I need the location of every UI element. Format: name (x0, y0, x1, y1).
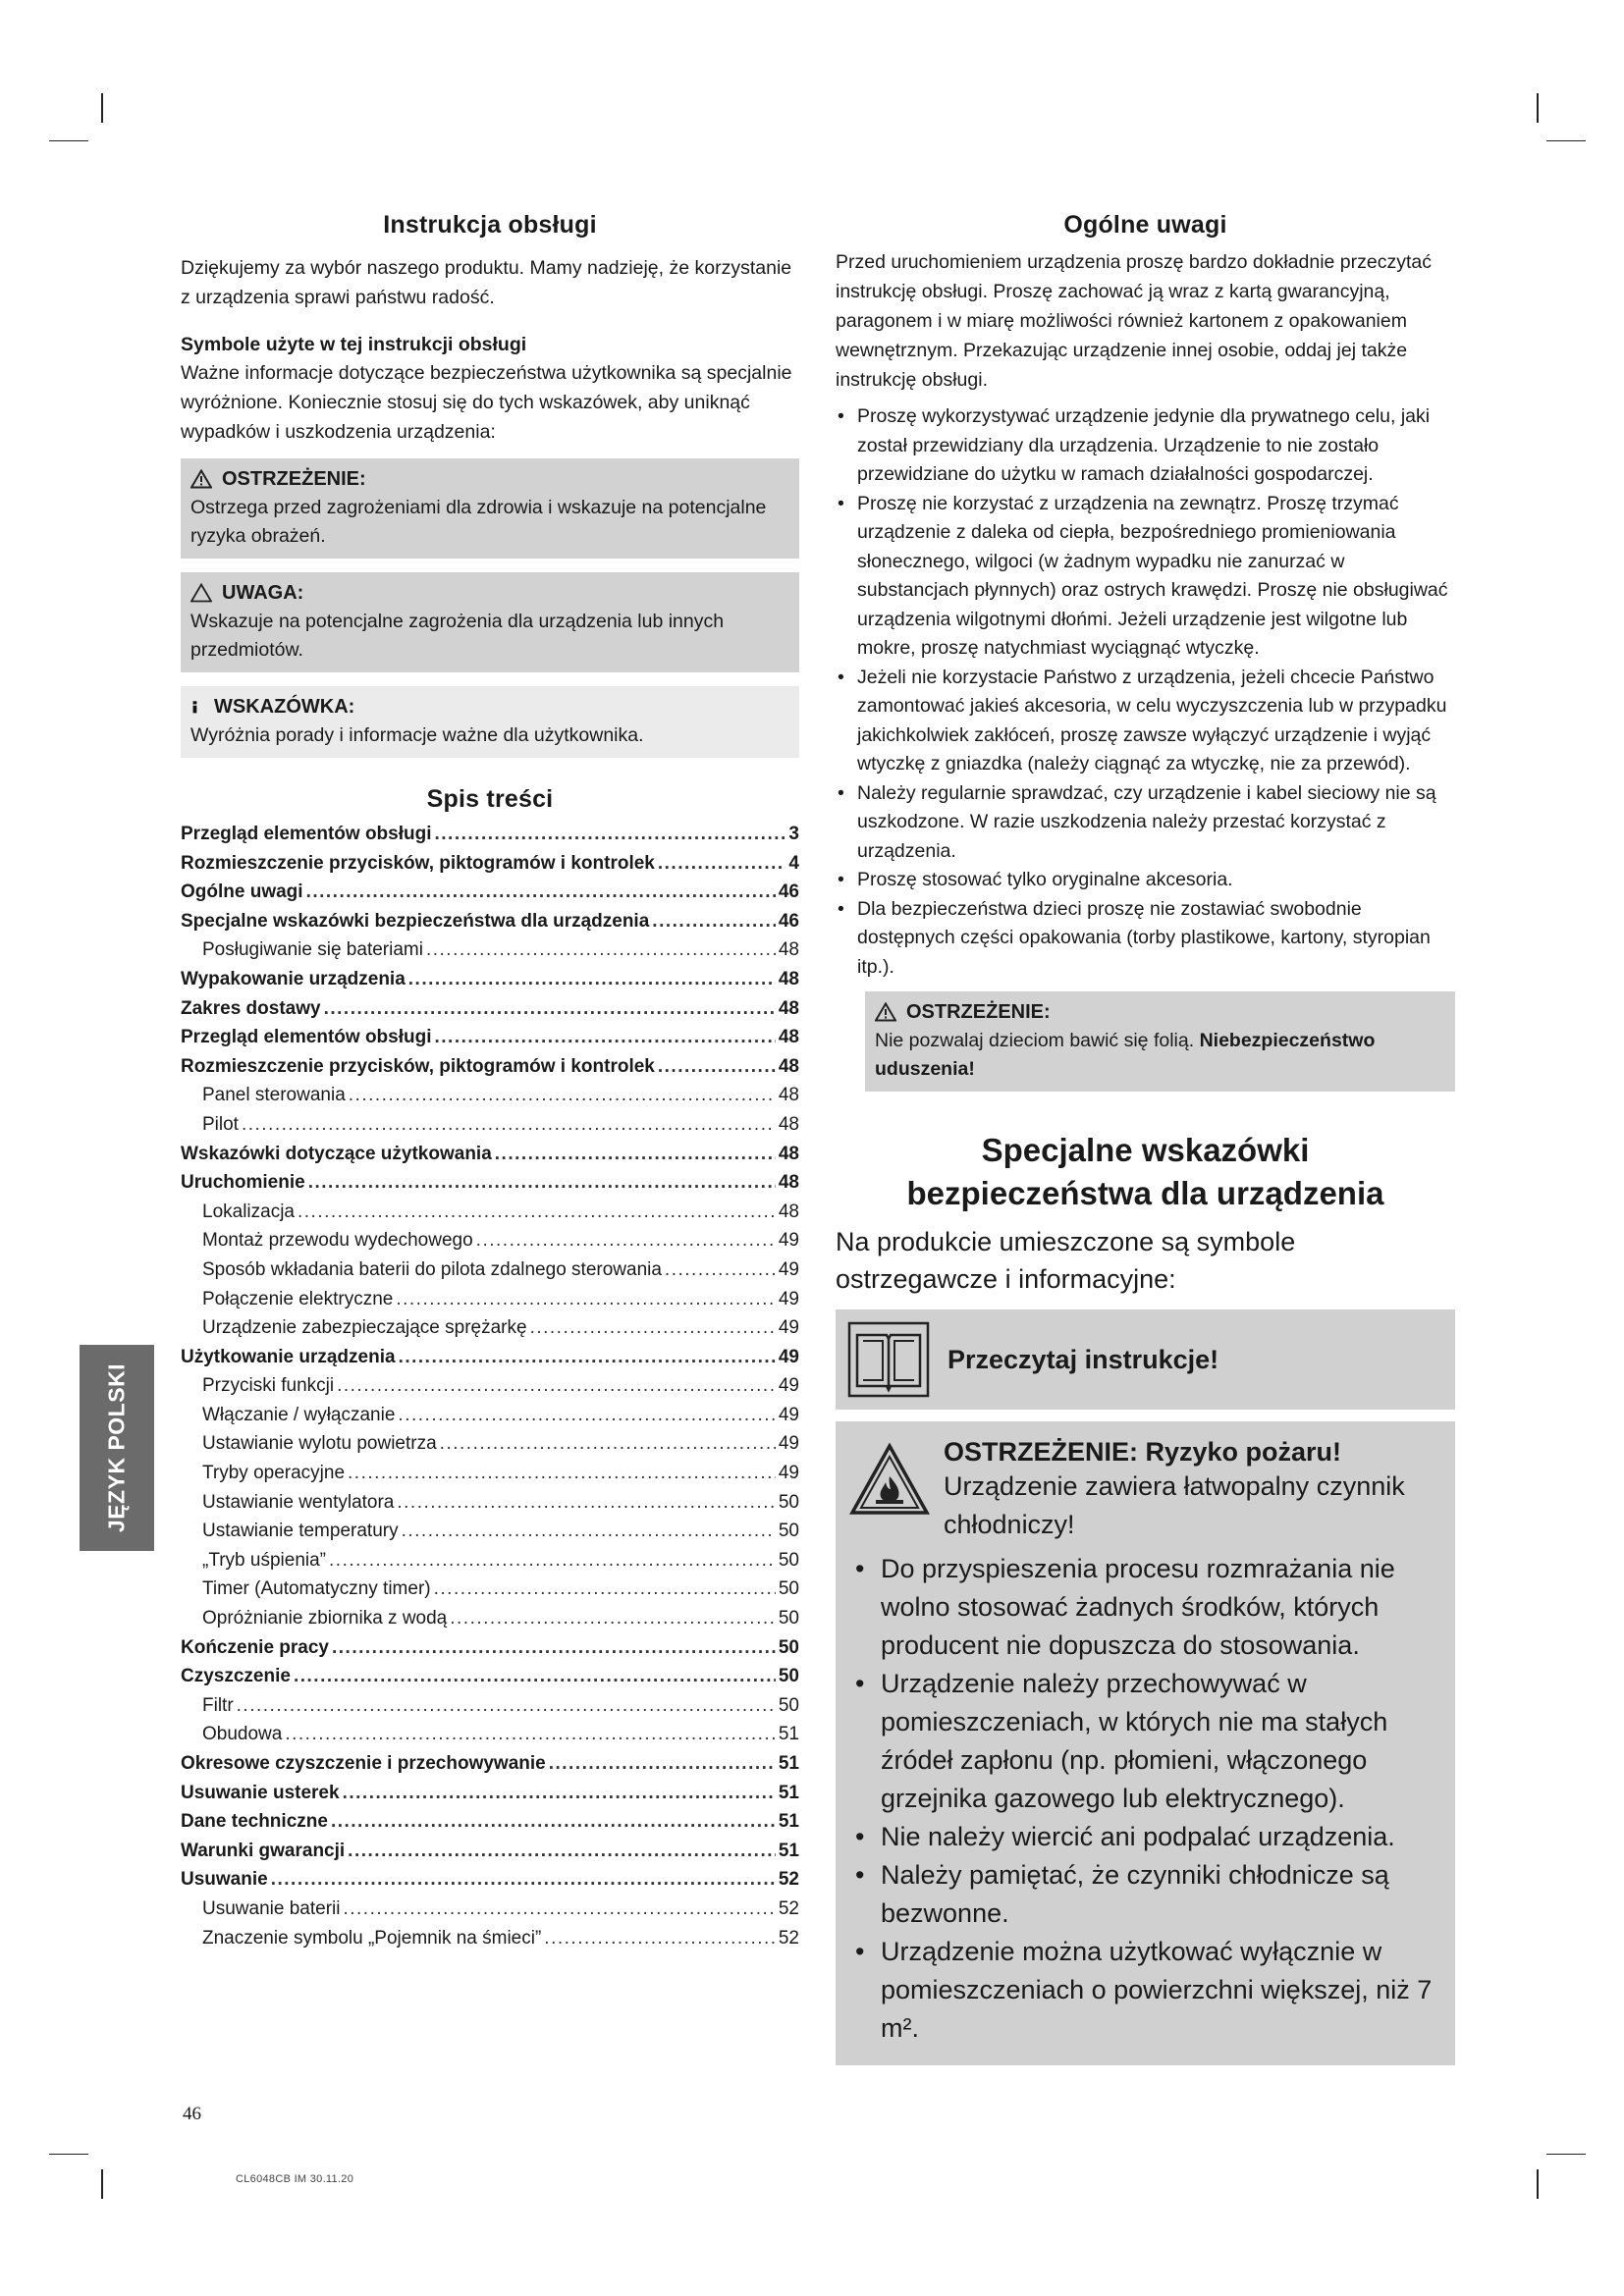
toc-leader-dots (530, 1313, 776, 1343)
info-icon (190, 697, 204, 717)
toc-entry-title: Posługiwanie się bateriami (202, 939, 423, 961)
toc-entry-title: Uruchomienie (181, 1172, 305, 1194)
toc-entry (181, 1488, 799, 1518)
toc-entry-page: 48 (778, 1055, 799, 1077)
toc-entry-title: Ustawianie wentylatora (202, 1491, 395, 1513)
toc-entry-page: 50 (778, 1608, 799, 1629)
language-tab (80, 1345, 154, 1551)
toc-entry-title: Połączenie elektryczne (202, 1288, 394, 1309)
toc-entry-page: 50 (778, 1491, 799, 1513)
general-note-item: • Proszę nie korzystać z urządzenia na zewnątrz. Proszę trzymać urządzenie z daleka od ciepła, bezpośredniego promieniowania słonecznego, wilgoci (w żadnym wypadku nie zanurzać w substancjach płynnych) oraz ostrych krawędzi. Proszę nie obsługiwać urządzenia wilgotnymi dłońmi. Jeżeli urządzenie jest wilgotne lub mokre, proszę natychmiast wyciągnąć wtyczkę. (836, 490, 1455, 664)
toc-leader-dots (306, 878, 776, 907)
toc-entry-page: 51 (778, 1724, 799, 1745)
toc-leader-dots (398, 1401, 775, 1430)
toc-entry-title: Przegląd elementów obsługi (181, 824, 432, 844)
toc-entry (181, 1371, 799, 1401)
toc-entry (181, 965, 799, 994)
toc-leader-dots (337, 1371, 776, 1401)
toc-entry (181, 907, 799, 936)
toc-leader-dots (658, 1052, 776, 1082)
toc-leader-dots (408, 965, 776, 994)
section-title-instructions: Instrukcja obsługi (383, 211, 597, 239)
toc-entry (181, 1285, 799, 1314)
toc-entry-page: 50 (778, 1549, 799, 1571)
toc-entry-page: 3 (788, 824, 799, 844)
toc-entry-page: 50 (778, 1636, 799, 1658)
toc-entry (181, 1459, 799, 1488)
toc-leader-dots (348, 1837, 776, 1866)
toc-entry-title: Włączanie / wyłączanie (202, 1404, 396, 1425)
toc-entry (181, 1895, 799, 1924)
general-note-item: • Proszę wykorzystywać urządzenie jedynie dla prywatnego celu, jaki został przewidziany dla urządzenia. Urządzenie to nie zostało przewidziane do użytku w ramach działalności gospodarczej. (836, 402, 1455, 490)
crop-mark (1546, 140, 1586, 141)
fire-warning-text: Urządzenie zawiera łatwopalny czynnik chłodniczy! (944, 1471, 1405, 1539)
fire-warning-item: • Do przyspieszenia procesu rozmrażania nie wolno stosować żadnych środków, których producent nie dopuszcza do stosowania. (849, 1550, 1441, 1665)
toc-leader-dots (242, 1110, 776, 1140)
caution-triangle-icon (190, 583, 212, 603)
toc-entry (181, 820, 799, 849)
toc-entry-page: 49 (778, 1288, 799, 1309)
toc-entry (181, 1546, 799, 1575)
crop-mark (1537, 2169, 1539, 2199)
toc-entry-title: Urządzenie zabezpieczające sprężarkę (202, 1317, 527, 1339)
warning-triangle-icon (190, 469, 212, 489)
toc-entry-page: 50 (778, 1521, 799, 1542)
toc-entry-page: 49 (778, 1375, 799, 1397)
toc-entry-page: 48 (778, 1113, 799, 1135)
toc-leader-dots (324, 994, 776, 1024)
warning-box (181, 458, 799, 559)
toc-entry-page: 51 (778, 1753, 799, 1774)
crop-mark (49, 2154, 88, 2155)
toc-entry-title: Wypakowanie urządzenia (181, 968, 406, 989)
toc-leader-dots (348, 1459, 776, 1488)
crop-mark (1546, 2154, 1586, 2155)
toc-title: Spis treści (426, 785, 554, 813)
toc-entry (181, 1140, 799, 1169)
toc-entry-page: 49 (778, 1258, 799, 1280)
warning-text: Ostrzega przed zagrożeniami dla zdrowia i wskazuje na potencjalne ryzyka obrażeń. (190, 497, 767, 547)
fire-warning-item: • Należy pamiętać, że czynniki chłodnicze są bezwonne. (849, 1856, 1441, 1933)
toc-entry (181, 1517, 799, 1546)
toc-entry (181, 1343, 799, 1372)
intro-text: Dziękujemy za wybór naszego produktu. Mamy nadzieję, że korzystanie z urządzenia sprawi państwu radość. (181, 257, 792, 308)
fire-warning-box (836, 1421, 1455, 2065)
left-column (181, 211, 799, 1952)
toc-entry (181, 1865, 799, 1895)
toc-entry-title: Rozmieszczenie przycisków, piktogramów i kontrolek (181, 1055, 655, 1077)
warning-title: OSTRZEŻENIE: (222, 468, 366, 490)
toc-entry (181, 1313, 799, 1343)
toc-leader-dots (285, 1720, 776, 1749)
toc-leader-dots (331, 1807, 776, 1837)
crop-mark (1537, 93, 1539, 123)
toc-entry-page: 48 (778, 939, 799, 961)
fire-warning-item: • Urządzenie można użytkować wyłącznie w pomieszczeniach o powierzchni większej, niż 7 m². (849, 1933, 1441, 2048)
note-title: WSKAZÓWKA: (214, 696, 355, 718)
toc-entry-page: 48 (778, 968, 799, 989)
toc-entry-title: Specjalne wskazówki bezpieczeństwa dla urządzenia (181, 910, 650, 932)
toc-leader-dots (435, 820, 786, 849)
toc-entry (181, 1691, 799, 1721)
toc-leader-dots (402, 1517, 776, 1546)
toc-entry-title: Warunki gwarancji (181, 1840, 346, 1861)
toc-entry (181, 1924, 799, 1953)
toc-entry-title: Usuwanie (181, 1869, 268, 1891)
toc-entry-title: Timer (Automatyczny timer) (202, 1578, 431, 1600)
toc-entry-title: Rozmieszczenie przycisków, piktogramów i kontrolek (181, 852, 655, 874)
toc-leader-dots (349, 1081, 776, 1110)
toc-leader-dots (237, 1691, 776, 1721)
caution-text: Wskazuje na potencjalne zagrożenia dla urządzenia lub innych przedmiotów. (190, 611, 725, 661)
toc-entry-title: Montaż przewodu wydechowego (202, 1230, 473, 1252)
toc-entry-page: 51 (778, 1811, 799, 1833)
toc-entry (181, 1023, 799, 1052)
toc-entry-title: Panel sterowania (202, 1085, 346, 1106)
toc-entry-title: Czyszczenie (181, 1666, 291, 1687)
toc-leader-dots (396, 1285, 776, 1314)
caution-box (181, 572, 799, 672)
toc-entry-title: Użytkowanie urządzenia (181, 1346, 396, 1367)
toc-leader-dots (476, 1226, 776, 1255)
fire-warning-item: • Urządzenie należy przechowywać w pomieszczeniach, w których nie ma stałych źródeł zapłonu (np. płomieni, włączonego grzejnika gazowego lub elektrycznego). (849, 1665, 1441, 1818)
symbols-heading: Symbole użyte w tej instrukcji obsługi (181, 334, 527, 355)
toc-entry-page: 49 (778, 1317, 799, 1339)
toc-entry-page: 50 (778, 1578, 799, 1600)
toc-entry (181, 1401, 799, 1430)
toc-entry (181, 1749, 799, 1779)
toc-leader-dots (399, 1343, 776, 1372)
crop-mark (49, 140, 88, 141)
toc-entry-page: 49 (778, 1463, 799, 1484)
child-warning-box (865, 991, 1455, 1092)
general-notes-list (836, 402, 1455, 982)
toc-leader-dots (450, 1604, 776, 1633)
general-intro: Przed uruchomieniem urządzenia proszę bardzo dokładnie przeczytać instrukcję obsługi. Proszę zachować ją wraz z kartą gwarancyjną, paragonem i w miarę możliwości również kartonem z opakowaniem wewnętrznym. Przekazując urządzenie innej osobie, oddaj jej także instrukcję obsługi. (836, 251, 1432, 391)
toc-entry-title: Wskazówki dotyczące użytkowania (181, 1143, 492, 1164)
crop-mark (101, 2169, 103, 2199)
toc-entry (181, 1837, 799, 1866)
toc-entry-title: Okresowe czyszczenie i przechowywanie (181, 1753, 546, 1774)
note-box (181, 686, 799, 758)
toc-entry-title: Filtr (202, 1694, 234, 1716)
toc-entry-title: Pilot (202, 1113, 239, 1135)
toc-leader-dots (665, 1255, 776, 1285)
toc-entry (181, 1807, 799, 1837)
toc-leader-dots (308, 1168, 776, 1198)
toc-entry-page: 46 (778, 881, 799, 903)
toc-entry-title: Znaczenie symbolu „Pojemnik na śmieci” (202, 1927, 542, 1949)
footer-code: CL6048CB IM 30.11.20 (236, 2173, 354, 2185)
toc-leader-dots (435, 1023, 776, 1052)
toc-leader-dots (426, 935, 776, 965)
toc-entry (181, 1081, 799, 1110)
toc-entry-page: 4 (788, 852, 799, 874)
toc-entry-page: 49 (778, 1433, 799, 1455)
toc-entry-title: Ogólne uwagi (181, 881, 303, 903)
toc-entry-page: 49 (778, 1346, 799, 1367)
safety-intro: Na produkcie umieszczone są symbole ostrzegawcze i informacyjne: (836, 1227, 1296, 1294)
toc-entry-page: 49 (778, 1230, 799, 1252)
toc-entry (181, 1779, 799, 1808)
toc-leader-dots (271, 1865, 776, 1895)
toc-entry-title: Dane techniczne (181, 1811, 328, 1833)
toc-entry (181, 1110, 799, 1140)
flammable-warning-icon (849, 1443, 930, 1516)
general-note-item: • Należy regularnie sprawdzać, czy urządzenie i kabel sieciowy nie są uszkodzone. W razie uszkodzenia należy przestać korzystać z urządzenia. (836, 779, 1455, 867)
toc-entry-title: Lokalizacja (202, 1201, 295, 1222)
toc-entry-title: Sposób wkładania baterii do pilota zdalnego sterowania (202, 1258, 662, 1280)
toc-leader-dots (298, 1198, 776, 1227)
general-note-item: • Jeżeli nie korzystacie Państwo z urządzenia, jeżeli chcecie Państwo zamontować jakieś akcesoria, w celu wyczyszczenia lub w przypadku jakichkolwiek zakłóceń, proszę zawsze wyłączyć urządzenie i wyjąć wtyczkę z gniazdka (należy ciągnąć za wtyczkę, nie za przewód). (836, 664, 1455, 779)
toc-entry-page: 50 (778, 1666, 799, 1687)
safety-title: Specjalne wskazówki bezpieczeństwa dla urządzenia (906, 1132, 1384, 1211)
child-warning-title: OSTRZEŻENIE: (906, 1001, 1051, 1023)
crop-mark (101, 93, 103, 123)
toc-leader-dots (440, 1429, 776, 1459)
toc-entry-page: 48 (778, 1172, 799, 1194)
toc-entry (181, 1168, 799, 1198)
toc-leader-dots (332, 1633, 776, 1663)
fire-warning-list (849, 1550, 1441, 2048)
language-tab-label: JĘZYK POLSKI (103, 1362, 130, 1533)
toc-leader-dots (549, 1749, 776, 1779)
toc-entry-page: 48 (778, 1027, 799, 1048)
warning-triangle-icon (875, 1002, 896, 1022)
toc-entry-page: 52 (778, 1897, 799, 1919)
toc-entry-page: 51 (778, 1840, 799, 1861)
note-text: Wyróżnia porady i informacje ważne dla użytkownika. (190, 724, 644, 746)
child-warning-text: Nie pozwalaj dzieciom bawić się folią. (875, 1030, 1195, 1051)
toc-entry (181, 1720, 799, 1749)
general-note-item: • Proszę stosować tylko oryginalne akcesoria. (836, 866, 1455, 895)
toc-entry (181, 1662, 799, 1691)
toc-entry-title: Usuwanie baterii (202, 1897, 341, 1919)
toc-entry (181, 1255, 799, 1285)
toc-entry-title: Zakres dostawy (181, 997, 321, 1019)
toc-entry-page: 48 (778, 1085, 799, 1106)
toc-entry-page: 49 (778, 1404, 799, 1425)
toc-entry-page: 48 (778, 997, 799, 1019)
symbols-text: Ważne informacje dotyczące bezpieczeństwa użytkownika są specjalnie wyróżnione. Koniecznie stosuj się do tych wskazówek, aby uniknąć wypadków i uszkodzenia urządzenia: (181, 362, 792, 443)
toc-entry (181, 935, 799, 965)
toc-entry-page: 48 (778, 1143, 799, 1164)
toc-entry-title: Opróżnianie zbiornika z wodą (202, 1608, 448, 1629)
table-of-contents (181, 820, 799, 1952)
right-column (836, 211, 1455, 2065)
page-number: 46 (183, 2104, 201, 2124)
toc-entry (181, 1575, 799, 1604)
toc-leader-dots (329, 1546, 776, 1575)
fire-warning-item: • Nie należy wiercić ani podpalać urządzenia. (849, 1818, 1441, 1856)
toc-entry-title: Obudowa (202, 1724, 283, 1745)
toc-leader-dots (343, 1779, 776, 1808)
toc-entry-title: Ustawianie wylotu powietrza (202, 1433, 437, 1455)
toc-leader-dots (652, 907, 776, 936)
toc-entry-page: 51 (778, 1782, 799, 1803)
toc-entry (181, 994, 799, 1024)
section-title-general-notes: Ogólne uwagi (1063, 211, 1227, 239)
toc-entry (181, 878, 799, 907)
read-instructions-label: Przeczytaj instrukcje! (947, 1344, 1219, 1374)
toc-entry-page: 46 (778, 910, 799, 932)
toc-leader-dots (343, 1895, 775, 1924)
toc-entry-page: 48 (778, 1201, 799, 1222)
toc-entry (181, 1226, 799, 1255)
toc-entry-title: Ustawianie temperatury (202, 1521, 399, 1542)
book-icon (847, 1321, 930, 1398)
toc-entry (181, 1633, 799, 1663)
toc-entry-page: 50 (778, 1694, 799, 1716)
toc-leader-dots (544, 1924, 776, 1953)
toc-entry-title: Tryby operacyjne (202, 1463, 346, 1484)
toc-entry (181, 1429, 799, 1459)
general-note-item: • Dla bezpieczeństwa dzieci proszę nie zostawiać swobodnie dostępnych części opakowania (torby plastikowe, kartony, styropian itp.). (836, 895, 1455, 983)
toc-entry (181, 849, 799, 879)
read-instructions-box (836, 1309, 1455, 1410)
toc-leader-dots (658, 849, 786, 879)
toc-entry-title: „Tryb uśpienia” (202, 1549, 327, 1571)
fire-warning-title: OSTRZEŻENIE: Ryzyko pożaru! (944, 1437, 1342, 1467)
toc-entry-title: Przyciski funkcji (202, 1375, 335, 1397)
child-warning-bold: Niebezpieczeństwo uduszenia! (875, 1030, 1376, 1080)
toc-entry-title: Usuwanie usterek (181, 1782, 340, 1803)
toc-leader-dots (397, 1488, 775, 1518)
toc-leader-dots (294, 1662, 776, 1691)
toc-leader-dots (434, 1575, 776, 1604)
toc-entry (181, 1052, 799, 1082)
toc-entry-title: Przegląd elementów obsługi (181, 1027, 432, 1048)
toc-leader-dots (495, 1140, 776, 1169)
toc-entry-title: Kończenie pracy (181, 1636, 329, 1658)
caution-title: UWAGA: (222, 582, 304, 604)
toc-entry-page: 52 (778, 1927, 799, 1949)
toc-entry (181, 1604, 799, 1633)
toc-entry-page: 52 (778, 1869, 799, 1891)
toc-entry (181, 1198, 799, 1227)
